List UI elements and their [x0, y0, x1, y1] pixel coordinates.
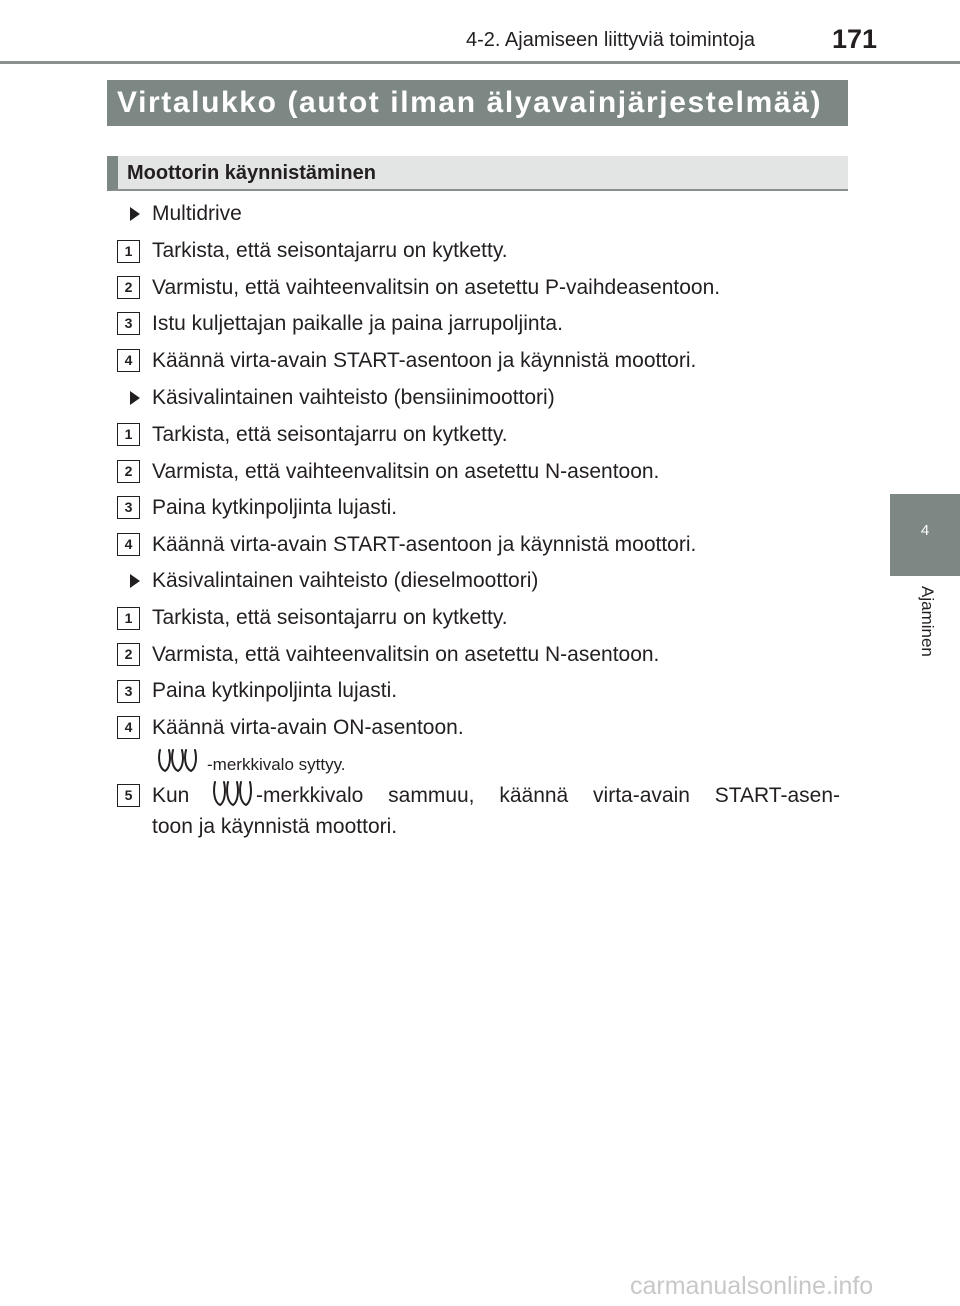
step-text: Tarkista, että seisontajarru on kytketty. [152, 606, 508, 629]
group-heading: Käsivalintainen vaihteisto (bensiinimoottori) [152, 386, 555, 409]
step-text-continued: toon ja käynnistä moottori. [152, 815, 398, 838]
glow-plug-indicator-icon [211, 780, 255, 808]
header-divider [0, 61, 960, 64]
step-text: Istu kuljettajan paikalle ja paina jarrupoljinta. [152, 312, 563, 335]
watermark-link[interactable]: carmanualsonline.info [630, 1272, 874, 1300]
page-number: 171 [832, 24, 878, 54]
step-number-badge: 3 [117, 680, 140, 703]
step-text-prefix: Kun [152, 784, 190, 807]
step-text: Käännä virta-avain START-asentoon ja käynnistä moottori. [152, 533, 697, 556]
header-section-title: 4-2. Ajamiseen liittyviä toimintoja [466, 29, 756, 51]
section-heading-bar [107, 156, 848, 191]
step-text: Tarkista, että seisontajarru on kytketty. [152, 239, 508, 262]
step-number-badge: 3 [117, 496, 140, 519]
arrow-bullet-icon [130, 391, 140, 405]
step-number-badge: 2 [117, 643, 140, 666]
step-text: -merkkivalo sammuu, käännä virta-avain START-asen- [256, 784, 840, 807]
step-text: Tarkista, että seisontajarru on kytketty. [152, 423, 508, 446]
step-text: Paina kytkinpoljinta lujasti. [152, 679, 398, 702]
chapter-tab [890, 494, 960, 576]
step-number-badge: 1 [117, 423, 140, 446]
step-number-badge: 1 [117, 240, 140, 263]
section-heading: Moottorin käynnistäminen [127, 162, 376, 184]
step-number-badge: 2 [117, 460, 140, 483]
step-text: Paina kytkinpoljinta lujasti. [152, 496, 398, 519]
step-text: Varmista, että vaihteenvalitsin on asetettu N-asentoon. [152, 460, 660, 483]
step-text: Käännä virta-avain START-asentoon ja käynnistä moottori. [152, 349, 697, 372]
page-title: Virtalukko (autot ilman älyavainjärjestelmää) [107, 80, 848, 126]
step-number-badge: 5 [117, 784, 140, 807]
step-number-badge: 4 [117, 349, 140, 372]
arrow-bullet-icon [130, 207, 140, 221]
arrow-bullet-icon [130, 574, 140, 588]
step-number-badge: 2 [117, 276, 140, 299]
step-text: Varmistu, että vaihteenvalitsin on asetettu P-vaihdeasentoon. [152, 276, 721, 299]
step-number-badge: 1 [117, 607, 140, 630]
step-number-badge: 4 [117, 533, 140, 556]
step-text: Varmista, että vaihteenvalitsin on asetettu N-asentoon. [152, 643, 660, 666]
chapter-label: Ajaminen [918, 586, 937, 657]
step-number-badge: 3 [117, 312, 140, 335]
group-heading: Käsivalintainen vaihteisto (dieselmoottori) [152, 569, 539, 592]
indicator-note: -merkkivalo syttyy. [207, 755, 346, 774]
step-number-badge: 4 [117, 716, 140, 739]
chapter-number: 4 [920, 522, 930, 539]
group-heading: Multidrive [152, 202, 242, 225]
glow-plug-indicator-icon [156, 748, 200, 774]
step-text: Käännä virta-avain ON-asentoon. [152, 716, 464, 739]
